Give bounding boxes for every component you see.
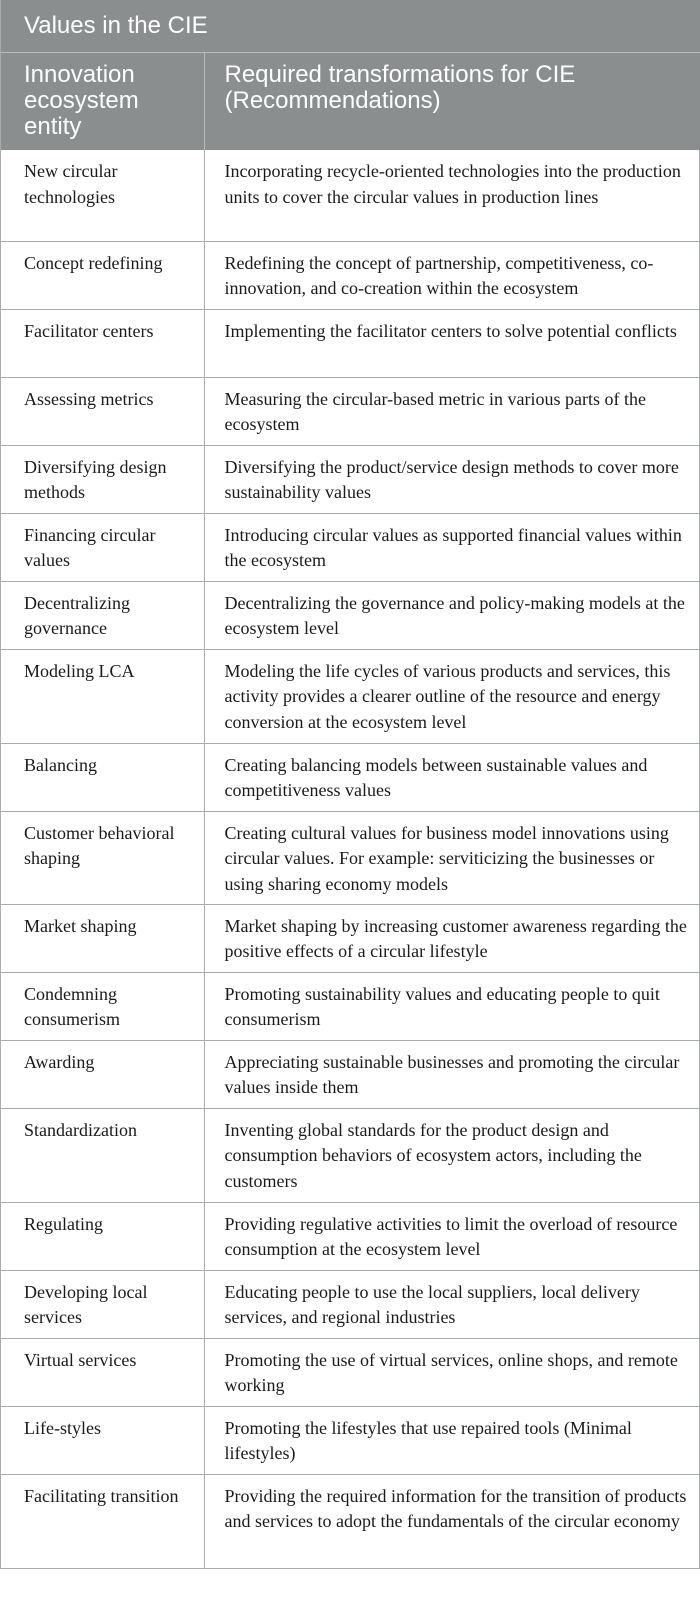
recommendation-cell: Incorporating recycle-oriented technologies into the production units to cover the circular values in production lines [204,150,700,241]
entity-cell: Virtual services [1,1338,204,1406]
recommendation-cell: Educating people to use the local suppliers, local delivery services, and regional industries [204,1270,700,1338]
recommendation-cell: Diversifying the product/service design methods to cover more sustainability values [204,445,700,513]
table-row [1,1040,700,1108]
entity-cell: Modeling LCA [1,649,204,743]
entity-cell: Life-styles [1,1406,204,1474]
column-header-entity: Innovation ecosystem entity [1,52,204,150]
entity-cell: Decentralizing governance [1,581,204,649]
table-row [1,513,700,581]
table-row [1,1338,700,1406]
table-row [1,377,700,445]
cie-table [1,0,700,1569]
entity-cell: Developing local services [1,1270,204,1338]
table-header-row [1,52,700,150]
recommendation-cell: Modeling the life cycles of various products and services, this activity provides a clearer outline of the resource and energy conversion at the ecosystem level [204,649,700,743]
entity-cell: Diversifying design methods [1,445,204,513]
recommendation-cell: Introducing circular values as supported financial values within the ecosystem [204,513,700,581]
recommendation-cell: Measuring the circular-based metric in various parts of the ecosystem [204,377,700,445]
table-title: Values in the CIE [1,0,700,52]
entity-cell: Awarding [1,1040,204,1108]
entity-cell: Facilitator centers [1,309,204,377]
recommendation-cell: Market shaping by increasing customer awareness regarding the positive effects of a circular lifestyle [204,904,700,972]
entity-cell: Facilitating transition [1,1474,204,1568]
entity-cell: Balancing [1,743,204,811]
recommendation-cell: Promoting sustainability values and educating people to quit consumerism [204,972,700,1040]
recommendation-cell: Creating balancing models between sustainable values and competitiveness values [204,743,700,811]
table-row [1,649,700,743]
table-title-row [1,0,700,52]
entity-cell: Standardization [1,1108,204,1202]
recommendation-cell: Decentralizing the governance and policy-making models at the ecosystem level [204,581,700,649]
entity-cell: Regulating [1,1202,204,1270]
entity-cell: Assessing metrics [1,377,204,445]
table-row [1,581,700,649]
entity-cell: New circular technologies [1,150,204,241]
column-header-recommendation: Required transformations for CIE (Recommendations) [204,52,700,150]
table-row [1,241,700,309]
table-row [1,1108,700,1202]
entity-cell: Condemning consumerism [1,972,204,1040]
recommendation-cell: Providing regulative activities to limit the overload of resource consumption at the ecosystem level [204,1202,700,1270]
table-row [1,972,700,1040]
entity-cell: Concept redefining [1,241,204,309]
table-row [1,1270,700,1338]
recommendation-cell: Inventing global standards for the product design and consumption behaviors of ecosystem actors, including the customers [204,1108,700,1202]
recommendation-cell: Redefining the concept of partnership, competitiveness, co-innovation, and co-creation within the ecosystem [204,241,700,309]
table-row [1,445,700,513]
recommendation-cell: Appreciating sustainable businesses and promoting the circular values inside them [204,1040,700,1108]
table-row [1,1406,700,1474]
table-row [1,811,700,904]
entity-cell: Market shaping [1,904,204,972]
recommendation-cell: Creating cultural values for business model innovations using circular values. For example: serviticizing the businesses or using sharing economy models [204,811,700,904]
table-row [1,1474,700,1568]
table-row [1,309,700,377]
entity-cell: Customer behavioral shaping [1,811,204,904]
entity-cell: Financing circular values [1,513,204,581]
table-row [1,1202,700,1270]
table-row [1,904,700,972]
recommendation-cell: Promoting the lifestyles that use repaired tools (Minimal lifestyles) [204,1406,700,1474]
recommendation-cell: Providing the required information for the transition of products and services to adopt the fundamentals of the circular economy [204,1474,700,1568]
table-row [1,743,700,811]
recommendation-cell: Promoting the use of virtual services, online shops, and remote working [204,1338,700,1406]
table-row [1,150,700,241]
recommendation-cell: Implementing the facilitator centers to solve potential conflicts [204,309,700,377]
